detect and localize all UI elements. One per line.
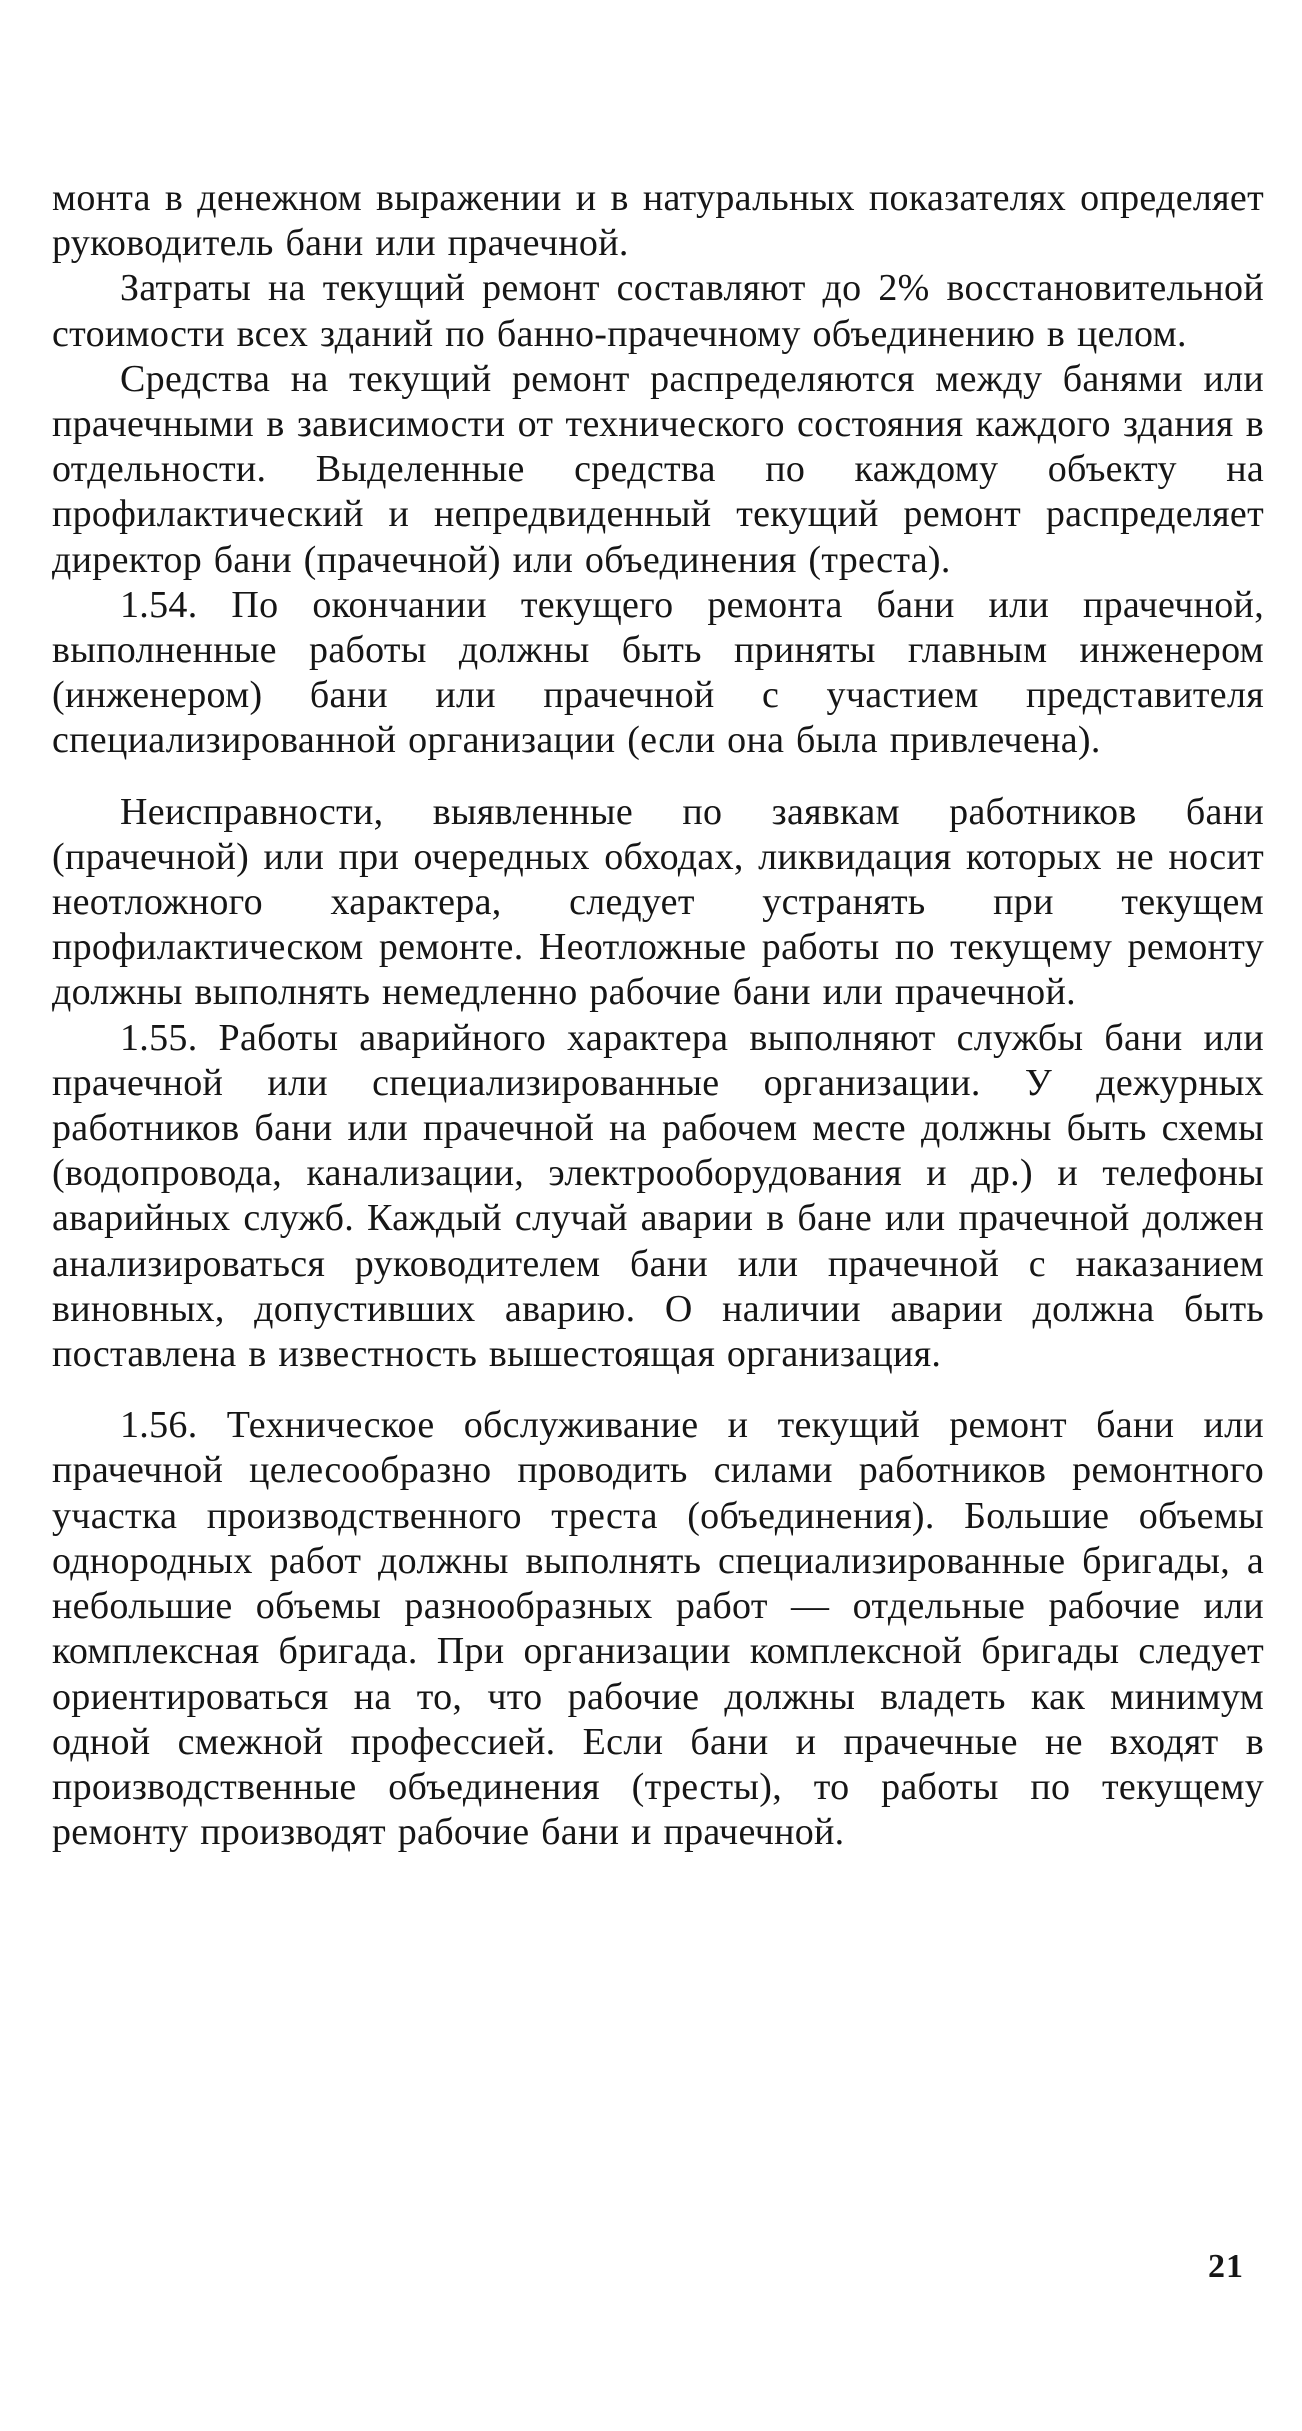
paragraph-section-1-56: 1.56. Техническое обслуживание и текущий ремонт бани или прачечной целесообразно проводить силами работников ремонтного участка производственного треста (объединения). Большие объемы однородных работ должны выполнять специализированные бригады, а небольшие объемы разнообразных работ — отдельные рабочие или комплексная бригада. При организации комплексной бригады следует ориентироваться на то, что рабочие должны владеть как минимум одной смежной профессией. Если бани и прачечные не входят в производственные объединения (тресты), то работы по текущему ремонту производят рабочие бани и прачечной.: [52, 1404, 1264, 1854]
page-number: 21: [1208, 2248, 1244, 2285]
paragraph-repair-funds: Средства на текущий ремонт распределяются между банями или прачечными в зависимости от технического состояния каждого здания в отдельности. Выделенные средства по каждому объекту на профилактический и непредвиденный текущий ремонт распределяет директор бани (прачечной) или объединения (треста).: [52, 357, 1264, 581]
paragraph-section-1-55: 1.55. Работы аварийного характера выполняют службы бани или прачечной или специализированные организации. У дежурных работников бани или прачечной на рабочем месте должны быть схемы (водопровода, канализации, электрооборудования и др.) и телефоны аварийных служб. Каждый случай аварии в бане или прачечной должен анализироваться руководителем бани или прачечной с наказанием виновных, допустивших аварию. О наличии аварии должна быть поставлена в известность вышестоящая организация.: [52, 1016, 1264, 1376]
paragraph-repair-costs: Затраты на текущий ремонт составляют до 2% восстановительной стоимости всех зданий по банно-прачечному объединению в целом.: [52, 267, 1264, 355]
paragraph-continuation: монта в денежном выражении и в натуральных показателях определяет руководитель бани или прачечной.: [52, 177, 1264, 265]
paragraph-section-1-54: 1.54. По окончании текущего ремонта бани или прачечной, выполненные работы должны быть приняты главным инженером (инженером) бани или прачечной с участием представителя специализированной организации (если она была привлечена).: [52, 583, 1264, 762]
paragraph-malfunctions: Неисправности, выявленные по заявкам работников бани (прачечной) или при очередных обходах, ликвидация которых не носит неотложного характера, следует устранять при текущем профилактическом ремонте. Неотложные работы по текущему ремонту должны выполнять немедленно рабочие бани или прачечной.: [52, 790, 1264, 1014]
page-body: [52, 176, 1264, 1855]
